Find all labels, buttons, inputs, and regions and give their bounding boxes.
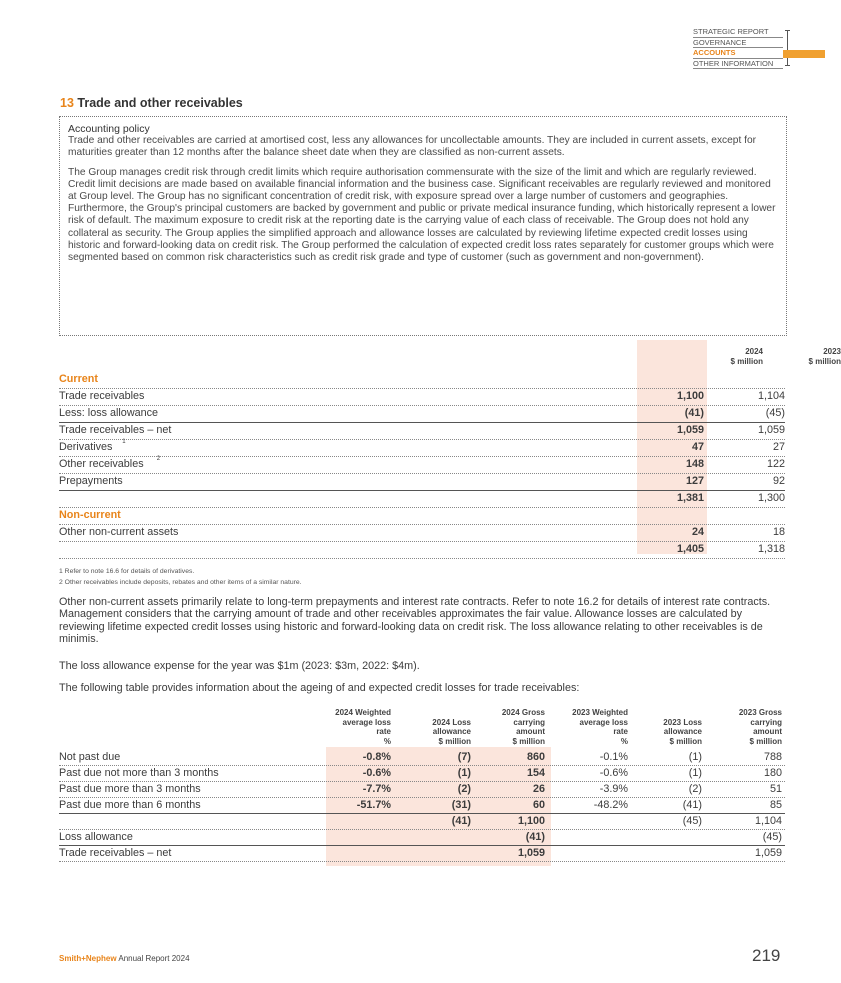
ageing-row-4-col-1: (41) — [451, 815, 471, 827]
note-heading — [60, 96, 243, 110]
ageing-col-header-3-line-0: 2023 Weighted — [572, 708, 628, 717]
current-row-0-2024: 1,100 — [676, 390, 704, 402]
current-row-3-2024: 47 — [691, 441, 704, 453]
ageing-row-0-col-0: -0.8% — [362, 751, 391, 763]
ageing-col-header-5-line-1: carrying — [750, 717, 782, 727]
ageing-col-header-0-line-1: average loss — [342, 717, 391, 727]
ageing-col-header-5-line-0: 2023 Gross — [738, 708, 782, 717]
ageing-row-2-col-5: 51 — [769, 783, 782, 795]
col-header-2024-unit: $ million — [730, 356, 763, 366]
ageing-row-6-label: Trade receivables – net — [59, 847, 172, 859]
ageing-row-5-col-2: (41) — [525, 831, 545, 843]
ageing-row-0-label: Not past due — [59, 751, 121, 763]
noncurrent-row-0-label: Other non-current assets — [59, 526, 179, 538]
ageing-col-header-0-line-3: % — [383, 736, 391, 746]
noncurrent-row-1 — [59, 541, 785, 559]
ageing-row-4-col-4: (45) — [682, 815, 702, 827]
ageing-row-3-label: Past due more than 6 months — [59, 799, 201, 811]
ageing-row-0-col-2: 860 — [526, 751, 545, 763]
current-row-2-label: Trade receivables – net — [59, 424, 172, 436]
ageing-row-3-col-1: (31) — [451, 799, 471, 811]
ageing-col-header-0 — [301, 708, 391, 746]
ageing-col-header-2-line-3: $ million — [512, 736, 545, 746]
ageing-col-header-5-line-2: amount — [753, 727, 782, 736]
ageing-row-1-col-0: -0.6% — [362, 767, 391, 779]
body-paragraph-1-text: Other non-current assets primarily relate to long-term prepayments and interest rate contracts. Refer to note 16.2 for details of interest rate contracts. Management considers that the carrying amount of trade and other receivables approximates the fair value. Allowance losses are calculated by reviewing lifetime expected credit losses using historic and forward-looking data on credit risk. The loss allowance relating to other receivables is de minimis. — [59, 596, 771, 646]
nav-indicator-cap-top — [785, 30, 790, 31]
ageing-row-3-col-0: -51.7% — [356, 799, 391, 811]
footer-brand: Smith+Nephew — [59, 954, 117, 963]
ageing-row-0-col-4: (1) — [688, 751, 702, 763]
ageing-col-header-4-line-1: allowance — [663, 727, 702, 736]
ageing-table — [59, 702, 787, 872]
ageing-row-5-col-5: (45) — [762, 831, 782, 843]
nav-indicator-cap-bottom — [785, 65, 790, 66]
body-paragraph-2-text: The loss allowance expense for the year was $1m (2023: $3m, 2022: $4m). — [59, 660, 420, 672]
ageing-row-4-col-2: 1,100 — [517, 815, 545, 827]
footnote-1: 1 Refer to note 16.6 for details of derivatives. — [59, 568, 195, 575]
current-row-2-2024: 1,059 — [676, 424, 704, 436]
current-row-4-2023: 122 — [766, 458, 785, 470]
ageing-row-3-col-4: (41) — [682, 799, 702, 811]
nav-other-information[interactable]: OTHER INFORMATION — [693, 59, 783, 70]
page-footer — [59, 954, 190, 963]
current-row-4-2024: 148 — [685, 458, 704, 470]
accounting-policy-box — [59, 116, 787, 336]
current-row-6-2024: 1,381 — [676, 492, 704, 504]
receivables-table — [59, 340, 841, 555]
policy-paragraph-2: The Group manages credit risk through credit limits which require authorisation commensurate with the size of the limit and which are regularly reviewed. Credit limit decisions are made based on available financial information and the business case. Significant receivables are regularly reviewed and monitored at Group level. The Group has no significant concentration of credit risk, with exposure spread over a large number of customers and geographies. Furthermore, the Group's principal customers are backed by government and public or private medical insurance funding, which historically represent a lower risk of default. The maximum exposure to credit risk at the reporting date is the carrying value of each class of receivable. The Group does not hold any collateral as security. The Group applies the simplified approach and allowance losses are calculated by reviewing lifetime expected credit losses using historic and forward-looking data on credit risk. The Group performed the calculation of expected credit loss rates separately for customer groups which were segmented based on common risk characteristics such as credit risk grade and type of customer (such as government and non-government). — [68, 166, 776, 264]
ageing-row-0-col-5: 788 — [763, 751, 782, 763]
page-number: 219 — [752, 946, 781, 965]
section-noncurrent — [59, 507, 785, 525]
ageing-row-1-col-3: -0.6% — [599, 767, 628, 779]
current-row-6-2023: 1,300 — [757, 492, 785, 504]
ageing-col-header-3-line-1: average loss — [579, 717, 628, 727]
current-row-2-2023: 1,059 — [757, 424, 785, 436]
footnote-2: 2 Other receivables include deposits, rebates and other items of a similar nature. — [59, 579, 302, 586]
nav-indicator-line — [787, 30, 788, 66]
ageing-row-1-col-4: (1) — [688, 767, 702, 779]
ageing-row-3-col-2: 60 — [532, 799, 545, 811]
ageing-row-6 — [59, 845, 785, 862]
current-row-1-2024: (41) — [684, 407, 704, 419]
ageing-row-5-label: Loss allowance — [59, 831, 133, 843]
ageing-col-header-1-line-0: 2024 Loss — [432, 717, 471, 727]
current-row-1 — [59, 405, 785, 423]
current-row-5 — [59, 473, 785, 491]
ageing-col-header-3-line-2: rate — [613, 727, 628, 736]
ageing-col-header-0-line-0: 2024 Weighted — [335, 708, 391, 717]
col-header-2024-year: 2024 — [745, 347, 763, 356]
ageing-col-header-4-line-0: 2023 Loss — [663, 717, 702, 727]
noncurrent-row-1-2024: 1,405 — [676, 543, 704, 555]
current-row-5-2023: 92 — [772, 475, 785, 487]
current-row-5-2024: 127 — [685, 475, 704, 487]
nav-active-marker — [783, 50, 825, 58]
current-row-3-2023: 27 — [772, 441, 785, 453]
current-row-0-label: Trade receivables — [59, 390, 145, 402]
footer-text: Annual Report 2024 — [116, 954, 190, 963]
current-row-4: Other receivables 2 148 122 — [59, 456, 785, 474]
ageing-col-header-4-line-2: $ million — [669, 736, 702, 746]
current-row-1-label: Less: loss allowance — [59, 407, 159, 419]
ageing-row-2-col-2: 26 — [532, 783, 545, 795]
ageing-row-1-col-2: 154 — [526, 767, 545, 779]
ageing-row-2-col-3: -3.9% — [599, 783, 628, 795]
ageing-col-header-2-line-1: carrying — [513, 717, 545, 727]
col-header-2023 — [739, 347, 841, 366]
ageing-row-2-col-0: -7.7% — [362, 783, 391, 795]
nav-governance[interactable]: GOVERNANCE — [693, 38, 783, 49]
section-noncurrent-label: Non-current — [59, 509, 121, 521]
ageing-col-header-2-line-2: amount — [516, 727, 545, 736]
ageing-row-2-col-1: (2) — [457, 783, 471, 795]
ageing-row-2 — [59, 781, 785, 798]
current-row-0-2023: 1,104 — [757, 390, 785, 402]
nav-accounts[interactable]: ACCOUNTS — [693, 48, 783, 59]
ageing-row-6-col-2: 1,059 — [517, 847, 545, 859]
noncurrent-row-0-2024: 24 — [691, 526, 704, 538]
ageing-col-header-0-line-2: rate — [376, 727, 391, 736]
ageing-col-header-3-line-3: % — [620, 736, 628, 746]
body-paragraph-3 — [59, 682, 787, 694]
ageing-row-1-col-5: 180 — [763, 767, 782, 779]
ageing-col-header-1-line-1: allowance — [432, 727, 471, 736]
nav-strategic-report[interactable]: STRATEGIC REPORT — [693, 27, 783, 38]
ageing-row-3 — [59, 797, 785, 814]
current-row-6 — [59, 490, 785, 508]
col-header-2023-unit: $ million — [808, 356, 841, 366]
ageing-row-6-col-5: 1,059 — [754, 847, 782, 859]
section-current-label: Current — [59, 373, 98, 385]
current-row-2 — [59, 422, 785, 440]
current-row-3: Derivatives 1 47 27 — [59, 439, 785, 457]
col-header-2023-year: 2023 — [823, 347, 841, 356]
ageing-row-0 — [59, 749, 785, 766]
ageing-col-header-2-line-0: 2024 Gross — [501, 708, 545, 717]
noncurrent-row-1-2023: 1,318 — [757, 543, 785, 555]
ageing-col-header-4 — [612, 718, 702, 747]
ageing-row-1-label: Past due not more than 3 months — [59, 767, 219, 779]
noncurrent-row-0-2023: 18 — [772, 526, 785, 538]
ageing-row-0-col-3: -0.1% — [599, 751, 628, 763]
body-paragraph-2 — [59, 660, 787, 672]
policy-paragraph-1: Trade and other receivables are carried at amortised cost, less any allowances for uncollectable amounts. They are included in current assets, except for maturities greater than 12 months after the balance sheet date when they are classified as non-current assets. — [68, 135, 757, 159]
body-paragraph-3-text: The following table provides information about the ageing of and expected credit losses for trade receivables: — [59, 682, 580, 694]
ageing-row-2-col-4: (2) — [688, 783, 702, 795]
ageing-row-1 — [59, 765, 785, 782]
section-current — [59, 371, 785, 389]
current-row-3-label: Derivatives — [59, 441, 113, 453]
policy-title: Accounting policy — [68, 123, 150, 135]
section-nav — [693, 27, 783, 69]
ageing-col-header-2 — [455, 708, 545, 746]
ageing-row-3-col-3: -48.2% — [593, 799, 628, 811]
current-row-0 — [59, 388, 785, 406]
ageing-row-4 — [59, 813, 785, 830]
note-title: Trade and other receivables — [77, 96, 243, 110]
ageing-row-2-label: Past due more than 3 months — [59, 783, 201, 795]
ageing-row-3-col-5: 85 — [769, 799, 782, 811]
body-paragraph-1 — [59, 596, 787, 646]
noncurrent-row-0 — [59, 524, 785, 542]
ageing-row-1-col-1: (1) — [457, 767, 471, 779]
ageing-row-5 — [59, 829, 785, 846]
ageing-col-header-5-line-3: $ million — [749, 736, 782, 746]
current-row-1-2023: (45) — [765, 407, 785, 419]
ageing-col-header-1-line-2: $ million — [438, 736, 471, 746]
ageing-col-header-5 — [692, 708, 782, 746]
footnotes — [59, 566, 302, 588]
current-row-4-label: Other receivables — [59, 458, 144, 470]
current-row-5-label: Prepayments — [59, 475, 123, 487]
ageing-row-0-col-1: (7) — [457, 751, 471, 763]
ageing-row-4-col-5: 1,104 — [754, 815, 782, 827]
note-number: 13 — [60, 96, 74, 110]
